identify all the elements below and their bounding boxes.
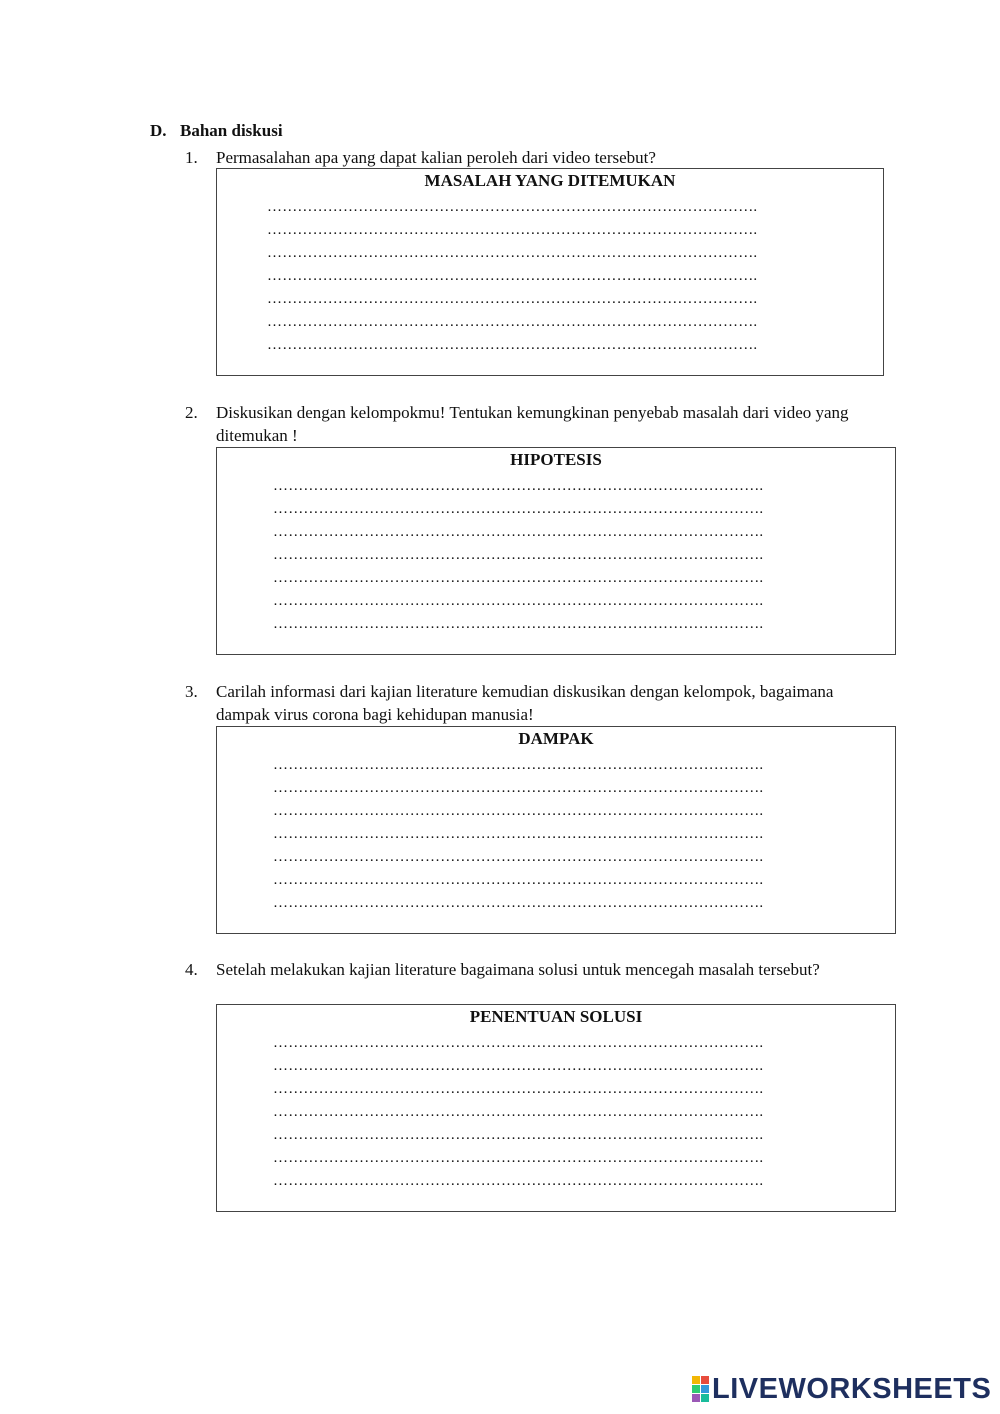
- dotted-line[interactable]: …………………………………………………………………………………….: [273, 570, 764, 586]
- question-text: Diskusikan dengan kelompokmu! Tentukan kemungkinan penyebab masalah dari video yang ditemukan !: [216, 403, 849, 445]
- dotted-line[interactable]: …………………………………………………………………………………….: [273, 1104, 764, 1120]
- dotted-line[interactable]: …………………………………………………………………………………….: [273, 849, 764, 865]
- dotted-line[interactable]: …………………………………………………………………………………….: [273, 895, 764, 911]
- question-text: Permasalahan apa yang dapat kalian peroleh dari video tersebut?: [216, 148, 656, 167]
- dotted-line[interactable]: …………………………………………………………………………………….: [273, 593, 764, 609]
- section-heading: [150, 121, 283, 141]
- box-title: PENENTUAN SOLUSI: [469, 1007, 643, 1026]
- logo-text: LIVEWORKSHEETS: [712, 1372, 992, 1405]
- dotted-line[interactable]: …………………………………………………………………………………….: [273, 826, 764, 842]
- section-letter: D.: [150, 121, 167, 140]
- logo-block: [692, 1385, 700, 1393]
- dotted-line[interactable]: …………………………………………………………………………………….: [273, 547, 764, 563]
- dotted-line[interactable]: …………………………………………………………………………………….: [273, 1081, 764, 1097]
- question-number: 1.: [185, 148, 198, 167]
- dotted-line[interactable]: …………………………………………………………………………………….: [273, 1150, 764, 1166]
- dotted-lines: [273, 754, 763, 915]
- answer-box-hipotesis[interactable]: [216, 447, 896, 655]
- dotted-lines: [273, 1032, 763, 1193]
- answer-box-dampak[interactable]: [216, 726, 896, 934]
- dotted-line[interactable]: …………………………………………………………………………………….: [273, 780, 764, 796]
- dotted-line[interactable]: …………………………………………………………………………………….: [273, 1173, 764, 1189]
- logo-block: [701, 1385, 709, 1393]
- logo-block: [701, 1394, 709, 1402]
- dotted-line[interactable]: …………………………………………………………………………………….: [273, 1127, 764, 1143]
- dotted-line[interactable]: …………………………………………………………………………………….: [273, 757, 764, 773]
- logo-block: [701, 1376, 709, 1384]
- section-title: Bahan diskusi: [180, 121, 283, 140]
- dotted-line[interactable]: …………………………………………………………………………………….: [273, 803, 764, 819]
- answer-box-masalah[interactable]: [216, 168, 884, 376]
- dotted-line[interactable]: …………………………………………………………………………………….: [267, 268, 758, 284]
- question-text: Setelah melakukan kajian literature bagaimana solusi untuk mencegah masalah tersebut?: [216, 960, 820, 979]
- dotted-line[interactable]: …………………………………………………………………………………….: [273, 524, 764, 540]
- logo-block: [692, 1376, 700, 1384]
- dotted-line[interactable]: …………………………………………………………………………………….: [273, 1035, 764, 1051]
- dotted-line[interactable]: …………………………………………………………………………………….: [267, 222, 758, 238]
- dotted-lines: [273, 475, 763, 636]
- answer-box-solusi[interactable]: [216, 1004, 896, 1212]
- logo-icon: [692, 1376, 709, 1402]
- question-text: Carilah informasi dari kajian literature kemudian diskusikan dengan kelompok, bagaimana dampak virus corona bagi kehidupan manusia!: [216, 682, 834, 724]
- dotted-line[interactable]: …………………………………………………………………………………….: [267, 291, 758, 307]
- dotted-line[interactable]: …………………………………………………………………………………….: [267, 199, 758, 215]
- dotted-line[interactable]: …………………………………………………………………………………….: [273, 616, 764, 632]
- liveworksheets-logo: [692, 1374, 991, 1404]
- dotted-line[interactable]: …………………………………………………………………………………….: [273, 501, 764, 517]
- box-title: MASALAH YANG DITEMUKAN: [424, 171, 676, 190]
- question-number: 2.: [185, 403, 198, 422]
- question-number: 4.: [185, 960, 198, 979]
- dotted-line[interactable]: …………………………………………………………………………………….: [273, 872, 764, 888]
- dotted-lines: [267, 196, 757, 357]
- question-number: 3.: [185, 682, 198, 701]
- dotted-line[interactable]: …………………………………………………………………………………….: [267, 337, 758, 353]
- box-title: DAMPAK: [518, 729, 594, 748]
- box-title: HIPOTESIS: [510, 450, 602, 469]
- logo-block: [692, 1394, 700, 1402]
- dotted-line[interactable]: …………………………………………………………………………………….: [267, 245, 758, 261]
- dotted-line[interactable]: …………………………………………………………………………………….: [267, 314, 758, 330]
- dotted-line[interactable]: …………………………………………………………………………………….: [273, 1058, 764, 1074]
- dotted-line[interactable]: …………………………………………………………………………………….: [273, 478, 764, 494]
